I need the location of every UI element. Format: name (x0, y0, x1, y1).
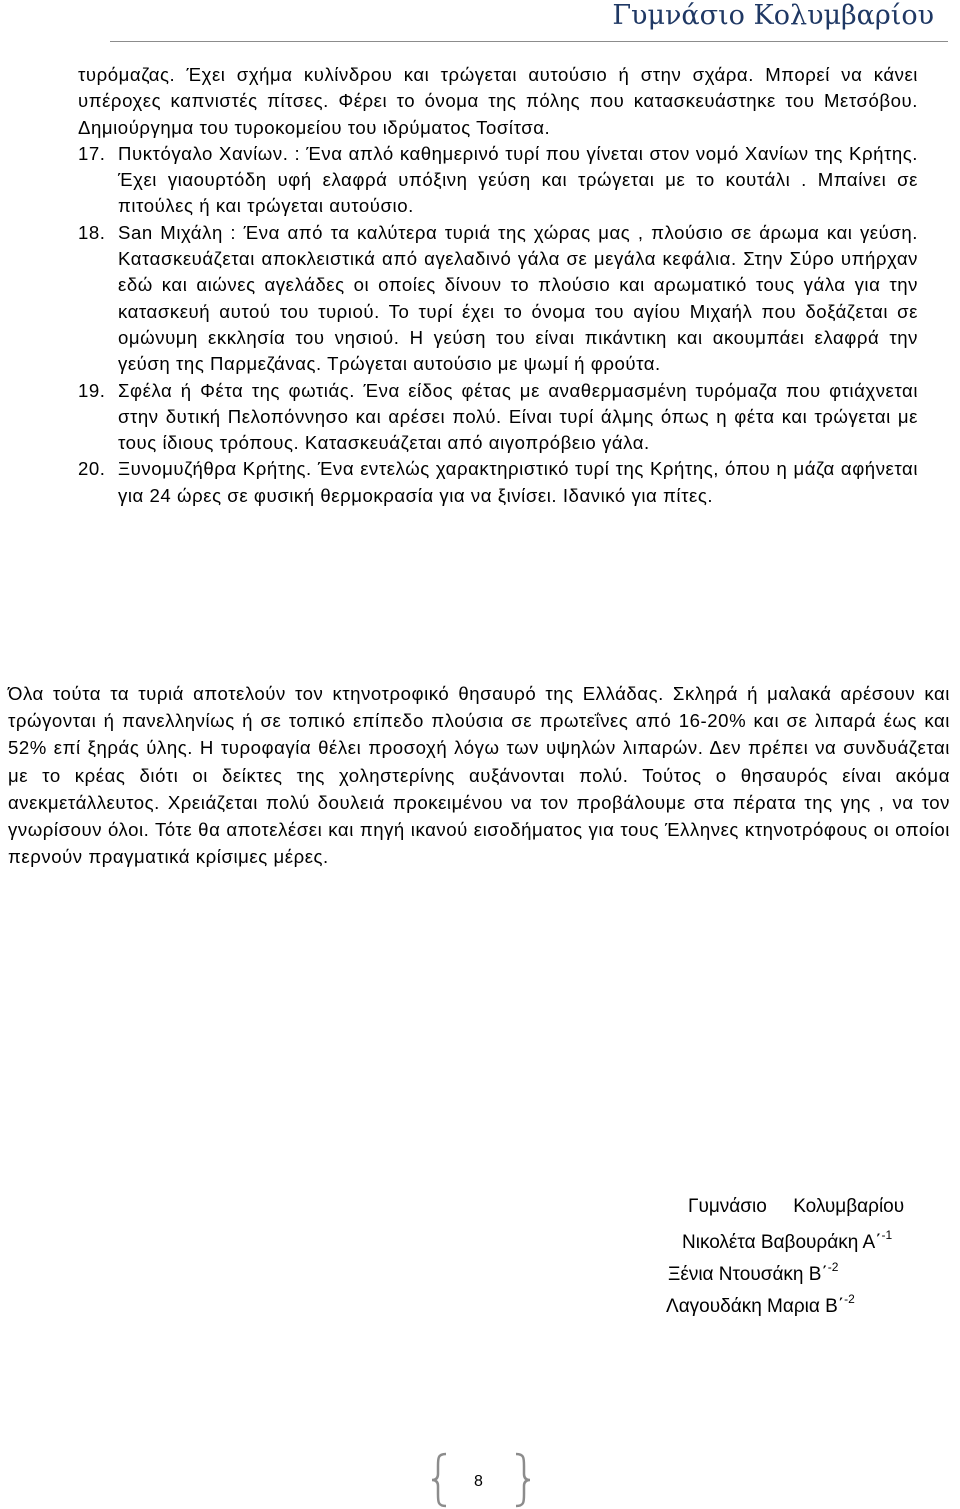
author-name: Νικολέτα Βαβουράκη Α΄ (682, 1232, 882, 1253)
right-brace-icon (512, 1452, 532, 1508)
author-class: -2 (844, 1292, 855, 1306)
list-item-number: 20. (78, 458, 106, 480)
list-item (78, 378, 918, 457)
signature-author (666, 1292, 855, 1318)
list-item (78, 220, 918, 378)
signature-author (668, 1260, 838, 1286)
header-title: Γυμνάσιο Κολυμβαρίου (612, 0, 934, 31)
list-item (78, 456, 918, 509)
conclusion-paragraph: Όλα τούτα τα τυριά αποτελούν τον κτηνοτροφικό θησαυρό της Ελλάδας. Σκληρά ή μαλακά αρέσουν και τρώγονται ή πανελληνίως ή σε τοπικό επίπεδο πλούσια σε πρωτεΐνες από 16-20% και σε λιπαρά έως και 52% επί ξηράς ύλης. Η τυροφαγία θέλει προσοχή λόγω των υψηλών λιπαρών. Δεν πρέπει να συνδυάζεται με το κρέας διότι οι δείκτες της χοληστερίνης αυξάνονται πολύ. Τούτος ο θησαυρός είναι ακόμα ανεκμετάλλευτος. Χρειάζεται πολύ δουλειά προκειμένου να τον προβάλουμε στα πέρατα της γης , να τον γνωρίσουν όλοι. Τότε θα αποτελέσει και πηγή ικανού εισοδήματος για τους Έλληνες κτηνοτρόφους οι οποίοι περνούν πραγματικά κρίσιμες μέρες. (8, 683, 950, 868)
list-item-text: Ξυνομυζήθρα Κρήτης. Ένα εντελώς χαρακτηριστικό τυρί της Κρήτης, όπου η μάζα αφήνεται για 24 ώρες σε φυσική θερμοκρασία για να ξινίσει. Ιδανικό για πίτες. (118, 458, 918, 506)
list-continuation: τυρόμαζας. Έχει σχήμα κυλίνδρου και τρώγεται αυτούσιο ή στην σχάρα. Μπορεί να κάνει υπέροχες καπνιστές πίτσες. Φέρει το όνομα της πόλης που κατασκευάστηκε του Μετσόβου. Δημιούργημα του τυροκομείου του ιδρύματος Τοσίτσα. (78, 64, 918, 138)
page-number: 8 (474, 1473, 483, 1490)
list-item (78, 141, 918, 220)
list-item-text: San Μιχάλη : Ένα από τα καλύτερα τυριά της χώρας μας , πλούσιο σε άρωμα και γεύση. Κατασκευάζεται αποκλειστικά από αγελαδινό γάλα σε μεγάλα κεφάλια. Στην Σύρο υπήρχαν εδώ και αιώνες αγελάδες οι οποίες δίνουν το πλούσιο και αρωματικό τους γάλα για την κατασκευή αυτού του τυριού. Το τυρί έχει το όνομα του αγίου Μιχαήλ που δοξάζεται σε ομώνυμη εκκλησία του νησιού. Η γεύση του είναι πικάντικη και ακουμπάει ελαφρά την γεύση της Παρμεζάνας. Τρώγεται αυτούσιο με ψωμί ή φρούτα. (118, 221, 918, 375)
author-class: -1 (881, 1228, 893, 1242)
left-brace-icon (430, 1452, 450, 1508)
signature-school: Γυμνάσιο Κολυμβαρίου (688, 1196, 905, 1217)
author-name: Ξένια Ντουσάκη Β΄ (668, 1264, 828, 1285)
signature-author (682, 1228, 892, 1254)
list-item-number: 17. (78, 142, 106, 164)
header-rule (110, 41, 948, 42)
list-item-number: 19. (78, 379, 106, 401)
list-item-number: 18. (78, 221, 106, 243)
author-name: Λαγουδάκη Μαρια Β΄ (666, 1296, 845, 1317)
page-header (0, 0, 960, 42)
list-item-text: Πυκτόγαλο Χανίων. : Ένα απλό καθημερινό τυρί που γίνεται στον νομό Χανίων της Κρήτης. Έχει γιαουρτόδη υφή ελαφρά υπόξινη γεύση και τρώγεται με το κουτάλι . Μπαίνει σε πιτούλες ή και τρώγεται αυτούσιο. (118, 142, 918, 217)
author-class: -2 (827, 1260, 839, 1274)
list-item-text: Σφέλα ή Φέτα της φωτιάς. Ένα είδος φέτας με αναθερμασμένη τυρόμαζα που φτιάχνεται στην δυτική Πελοπόννησο και αρέσει πολύ. Είναι τυρί άλμης όπως η φέτα και τρώγεται με τους ίδιους τρόπους. Κατασκευάζεται από αιγοπρόβειο γάλα. (118, 379, 918, 454)
cheese-list (78, 62, 918, 509)
